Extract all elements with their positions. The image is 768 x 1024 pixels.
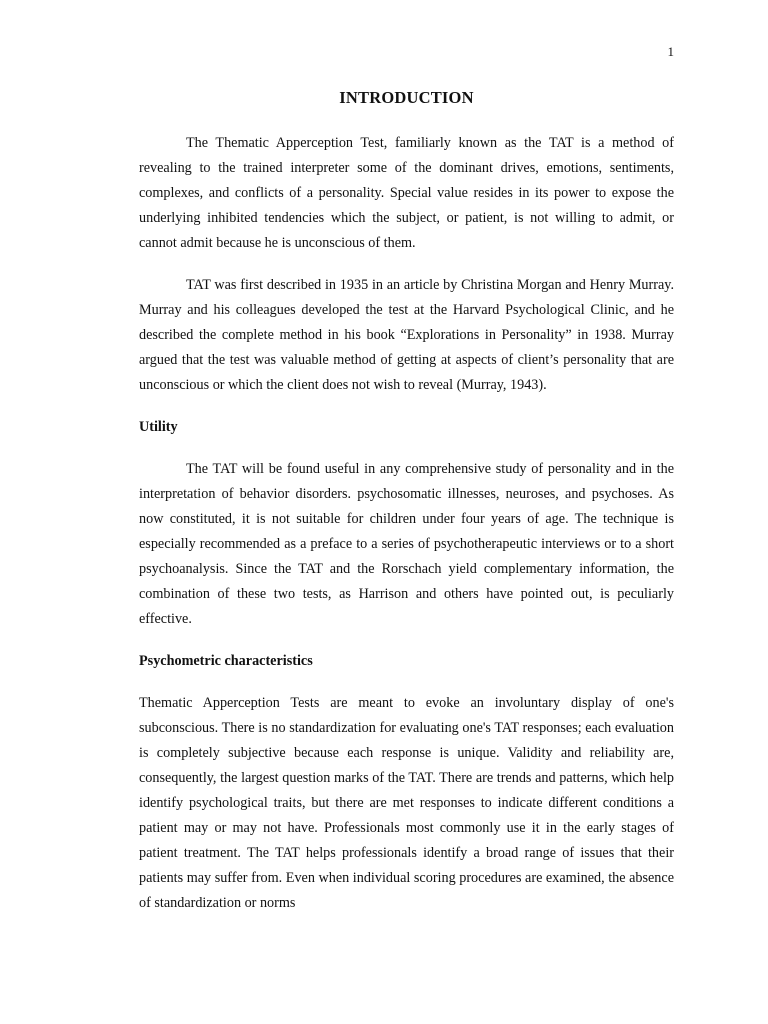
utility-heading: Utility xyxy=(139,419,178,435)
paragraph-gap xyxy=(139,398,674,415)
utility-paragraph: The TAT will be found useful in any comprehensive study of personality and in the interpretation of behavior disorders. psychosomatic illnesses, neuroses, and psychoses. As now constituted, it is not suitable for children under four years of age. The technique is especially recommended as a preface to a series of psychotherapeutic interviews or to a short psychoanalysis. Since the TAT and the Rorschach yield complementary information, the combination of these two tests, as Harrison and others have pointed out, is peculiarly effective. xyxy=(139,461,674,627)
page-number: 1 xyxy=(667,44,674,59)
intro-paragraph-2: TAT was first described in 1935 in an article by Christina Morgan and Henry Murray. Murray and his colleagues developed the test at the Harvard Psychological Clinic, and he described the complete method in his book “Explorations in Personality” in 1938. Murray argued that the test was valuable method of getting at aspects of client’s personality that are unconscious or which the client does not wish to reveal (Murray, 1943). xyxy=(139,277,674,393)
page-title: INTRODUCTION xyxy=(339,88,474,107)
paragraph-gap xyxy=(139,674,674,691)
intro-paragraph-1: The Thematic Apperception Test, familiarly known as the TAT is a method of revealing to the trained interpreter some of the dominant drives, emotions, sentiments, complexes, and conflicts of a personality. Special value resides in its power to expose the underlying inhibited tendencies which the subject, or patient, is not willing to admit, or cannot admit because he is unconscious of them. xyxy=(139,135,674,251)
psychometric-heading: Psychometric characteristics xyxy=(139,653,313,669)
paragraph-gap xyxy=(139,632,674,649)
document-body xyxy=(139,131,674,916)
paragraph-gap xyxy=(139,256,674,273)
paragraph-gap xyxy=(139,440,674,457)
psychometric-paragraph: Thematic Apperception Tests are meant to evoke an involuntary display of one's subconscious. There is no standardization for evaluating one's TAT responses; each evaluation is completely subjective because each response is unique. Validity and reliability are, consequently, the largest question marks of the TAT. There are trends and patterns, which help identify psychological traits, but there are met responses to indicate different conditions a patient may or may not have. Professionals most commonly use it in the early stages of patient treatment. The TAT helps professionals identify a broad range of issues that their patients may suffer from. Even when individual scoring procedures are examined, the absence of standardization or norms xyxy=(139,695,674,911)
